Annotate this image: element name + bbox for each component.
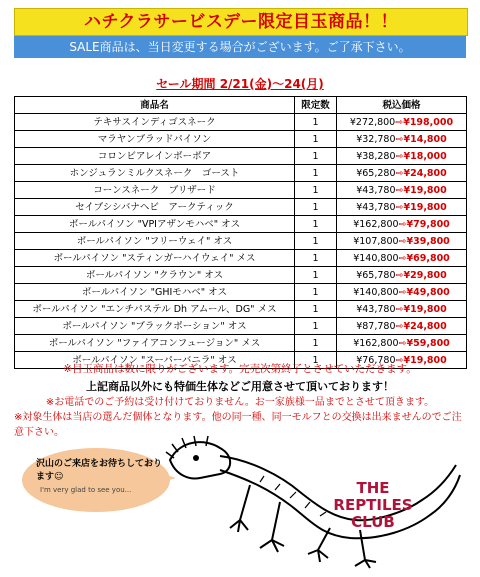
original-price: ¥107,800 — [353, 235, 399, 247]
limited-quantity: 1 — [295, 165, 337, 182]
logo-line-reptiles: REPTILES — [333, 496, 413, 514]
arrow-icon: ⇨ — [395, 133, 404, 145]
price-cell — [337, 182, 467, 199]
column-header-price: 税込価格 — [337, 97, 467, 114]
original-price: ¥43,780 — [356, 201, 396, 213]
product-name: ボールパイソン "フリーウェイ" オス — [15, 233, 295, 250]
original-price: ¥162,800 — [353, 218, 399, 230]
limited-quantity: 1 — [295, 148, 337, 165]
arrow-icon: ⇨ — [395, 269, 404, 281]
arrow-icon: ⇨ — [398, 235, 407, 247]
sale-price: ¥14,800 — [403, 133, 447, 145]
arrow-icon: ⇨ — [395, 184, 404, 196]
table-row — [15, 165, 467, 182]
sale-price: ¥19,800 — [403, 184, 447, 196]
arrow-icon: ⇨ — [395, 116, 404, 128]
sale-price: ¥24,800 — [403, 167, 447, 179]
table-row — [15, 335, 467, 352]
arrow-icon: ⇨ — [395, 167, 404, 179]
sale-price: ¥18,000 — [403, 150, 447, 162]
original-price: ¥43,780 — [356, 303, 396, 315]
product-name: ボールパイソン "GHIモハベ" オス — [15, 284, 295, 301]
reptiles-club-logo — [318, 480, 428, 531]
product-table — [14, 96, 467, 369]
limited-quantity: 1 — [295, 250, 337, 267]
limited-quantity: 1 — [295, 335, 337, 352]
table-row — [15, 267, 467, 284]
limited-quantity: 1 — [295, 216, 337, 233]
limited-quantity: 1 — [295, 267, 337, 284]
table-row — [15, 233, 467, 250]
limited-quantity: 1 — [295, 233, 337, 250]
limited-quantity: 1 — [295, 182, 337, 199]
page-title: ハチクラサービスデー限定目玉商品！！ — [14, 8, 468, 36]
other-deals-note: 上記商品以外にも特価生体などご用意させて頂いております！ — [86, 380, 394, 393]
price-cell — [337, 267, 467, 284]
product-name: マラヤンブラッドパイソン — [15, 131, 295, 148]
limited-quantity: 1 — [295, 352, 337, 369]
product-name: ボールパイソン "ブラックポーション" オス — [15, 318, 295, 335]
table-row — [15, 301, 467, 318]
original-price: ¥87,780 — [356, 320, 396, 332]
column-header-name: 商品名 — [15, 97, 295, 114]
product-name: ボールパイソン "VPIアザンモハベ" オス — [15, 216, 295, 233]
table-row — [15, 199, 467, 216]
price-cell — [337, 250, 467, 267]
column-header-qty: 限定数 — [295, 97, 337, 114]
table-row — [15, 216, 467, 233]
limited-quantity: 1 — [295, 318, 337, 335]
original-price: ¥65,780 — [356, 269, 396, 281]
price-cell — [337, 165, 467, 182]
price-cell — [337, 199, 467, 216]
sale-price: ¥19,800 — [403, 354, 447, 366]
sale-price: ¥79,800 — [406, 218, 450, 230]
arrow-icon: ⇨ — [395, 303, 404, 315]
product-name: ボールパイソン "スーパーバニラ" オス — [15, 352, 295, 369]
product-name: ホンジュランミルクスネーク ゴースト — [15, 165, 295, 182]
original-price: ¥65,280 — [356, 167, 396, 179]
sale-price: ¥29,800 — [403, 269, 447, 281]
price-cell — [337, 335, 467, 352]
arrow-icon: ⇨ — [398, 286, 407, 298]
sale-notice-banner: SALE商品は、当日変更する場合がございます。ご了承下さい。 — [14, 36, 466, 58]
product-name: ボールパイソン "エンチパステル Dh アムール、DG" メス — [15, 301, 295, 318]
original-price: ¥38,280 — [356, 150, 396, 162]
original-price: ¥140,800 — [353, 286, 399, 298]
original-price: ¥162,800 — [353, 337, 399, 349]
price-cell — [337, 284, 467, 301]
arrow-icon: ⇨ — [395, 320, 404, 332]
table-row — [15, 131, 467, 148]
table-row — [15, 250, 467, 267]
price-cell — [337, 233, 467, 250]
arrow-icon: ⇨ — [398, 218, 407, 230]
limited-quantity: 1 — [295, 301, 337, 318]
phone-reservation-note: ※お電話でのご予約は受け付けておりません。お一家族様一品までとさせて頂きます。 — [45, 397, 435, 408]
sale-price: ¥69,800 — [406, 252, 450, 264]
original-price: ¥32,780 — [356, 133, 396, 145]
price-cell — [337, 131, 467, 148]
product-name: ボールパイソン "クラウン" オス — [15, 267, 295, 284]
price-cell — [337, 301, 467, 318]
table-row — [15, 114, 467, 131]
product-name: コーンスネーク ブリザード — [15, 182, 295, 199]
limited-quantity: 1 — [295, 131, 337, 148]
arrow-icon: ⇨ — [395, 201, 404, 213]
sale-price: ¥39,800 — [406, 235, 450, 247]
product-name: セイブシシバナヘビ アークティック — [15, 199, 295, 216]
table-row — [15, 182, 467, 199]
bubble-message-jp: 沢山のご来店をお待ちしております☺ — [36, 459, 163, 482]
original-price: ¥43,780 — [356, 184, 396, 196]
logo-line-club: CLUB — [351, 513, 395, 531]
arrow-icon: ⇨ — [395, 150, 404, 162]
limited-stock-note: ※目玉商品は数に限りがございます。完売次第終了とさせていただきます。 — [63, 363, 417, 375]
sale-price: ¥59,800 — [406, 337, 450, 349]
price-cell — [337, 148, 467, 165]
product-name: ボールパイソン "ファイアコンフュージョン" メス — [15, 335, 295, 352]
arrow-icon: ⇨ — [398, 252, 407, 264]
sale-price: ¥24,800 — [403, 320, 447, 332]
logo-line-the: THE — [356, 479, 390, 497]
sale-price: ¥198,000 — [403, 116, 454, 128]
table-row — [15, 318, 467, 335]
bubble-message-en: I'm very glad to see you... — [40, 486, 132, 494]
table-header-row — [15, 97, 467, 114]
product-name: ボールパイソン "スティンガーハイウェイ" メス — [15, 250, 295, 267]
table-row — [15, 148, 467, 165]
price-cell — [337, 114, 467, 131]
original-price: ¥272,800 — [349, 116, 396, 128]
original-price: ¥76,780 — [356, 354, 396, 366]
product-name: コロンビアレインボーボア — [15, 148, 295, 165]
product-name: テキサスインディゴスネーク — [15, 114, 295, 131]
arrow-icon: ⇨ — [398, 337, 407, 349]
sale-period: セール期間 2/21(金)〜24(月) — [156, 77, 324, 91]
sale-price: ¥49,800 — [406, 286, 450, 298]
table-row — [15, 284, 467, 301]
exchange-policy-note: ※対象生体は当店の選んだ個体となります。他の同一種、同一モルフとの交換は出来ませんのでご注意下さい。 — [14, 412, 462, 438]
sale-price: ¥19,800 — [403, 303, 447, 315]
limited-quantity: 1 — [295, 284, 337, 301]
limited-quantity: 1 — [295, 114, 337, 131]
price-cell — [337, 216, 467, 233]
original-price: ¥140,800 — [353, 252, 399, 264]
limited-quantity: 1 — [295, 199, 337, 216]
arrow-icon: ⇨ — [395, 354, 404, 366]
sale-price: ¥19,800 — [403, 201, 447, 213]
price-cell — [337, 318, 467, 335]
